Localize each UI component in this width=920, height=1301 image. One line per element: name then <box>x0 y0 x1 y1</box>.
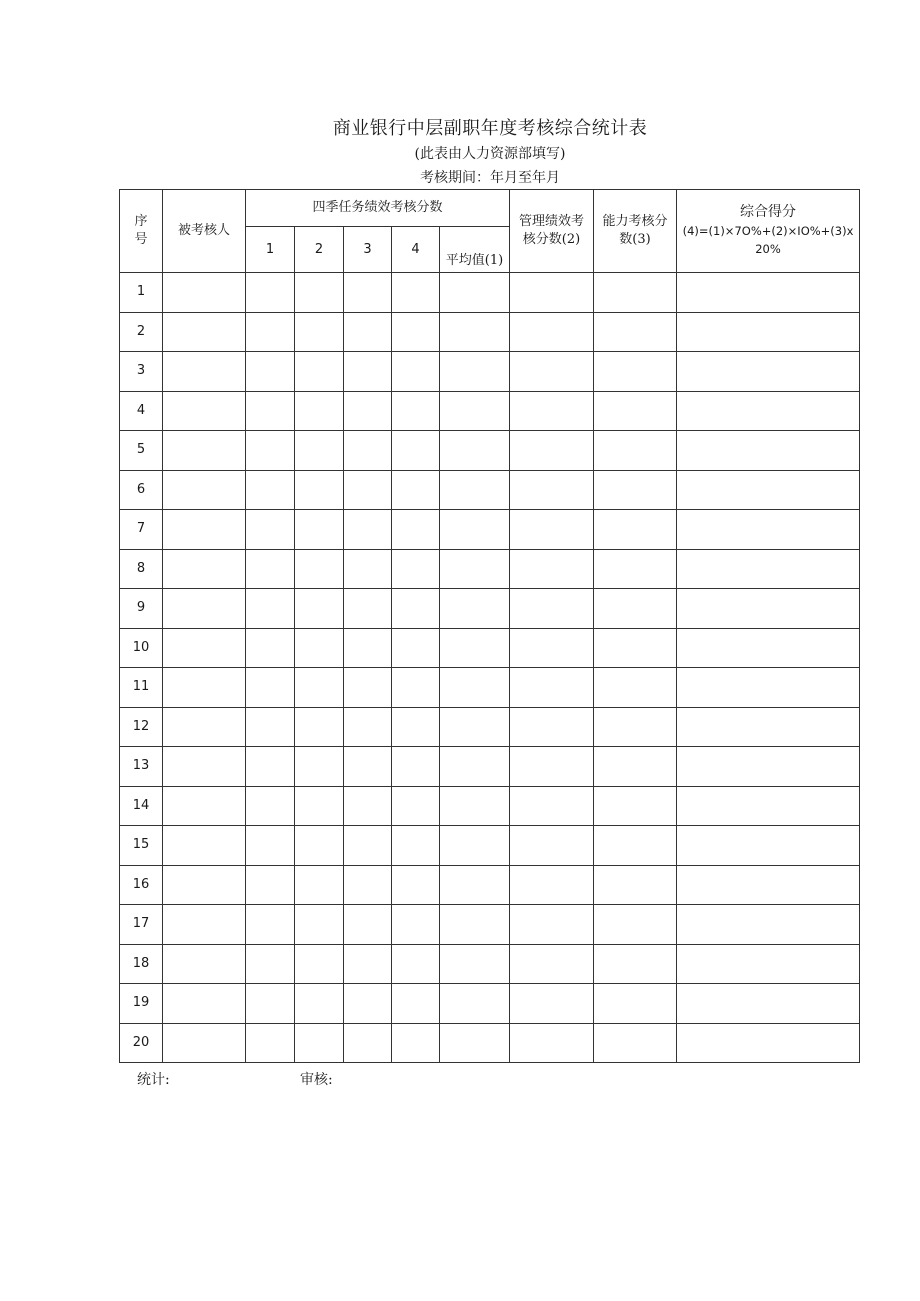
header-mgmt-line1: 管理绩效考 <box>518 214 584 229</box>
assessee-cell[interactable] <box>163 905 246 945</box>
ability-score-cell[interactable] <box>594 431 677 471</box>
average-cell[interactable] <box>440 944 510 984</box>
ability-score-cell[interactable] <box>594 549 677 589</box>
ability-score-cell[interactable] <box>594 747 677 787</box>
header-q3: 3 <box>344 227 392 273</box>
average-cell[interactable] <box>440 984 510 1024</box>
ability-score-cell[interactable] <box>594 1023 677 1063</box>
row-number: 4 <box>120 391 163 431</box>
q4-cell[interactable] <box>392 747 440 787</box>
row-number: 20 <box>120 1023 163 1063</box>
ability-score-cell[interactable] <box>594 944 677 984</box>
assessee-cell[interactable] <box>163 549 246 589</box>
assessee-cell[interactable] <box>163 707 246 747</box>
q1-cell[interactable] <box>246 826 295 866</box>
composite-score-cell[interactable] <box>677 549 860 589</box>
ability-score-cell[interactable] <box>594 510 677 550</box>
q1-cell[interactable] <box>246 549 295 589</box>
q4-cell[interactable] <box>392 589 440 629</box>
ability-score-cell[interactable] <box>594 273 677 313</box>
table-row <box>120 944 860 984</box>
mgmt-score-cell[interactable] <box>510 786 594 826</box>
header-score-formula: (4)=(1)×7O%+(2)×IO%+(3)x 20% <box>682 224 854 256</box>
q4-cell[interactable] <box>392 628 440 668</box>
q3-cell[interactable] <box>344 273 392 313</box>
table-row <box>120 628 860 668</box>
composite-score-cell[interactable] <box>677 589 860 629</box>
review-label: 审核: <box>300 1072 333 1088</box>
header-q2: 2 <box>295 227 344 273</box>
q1-cell[interactable] <box>246 905 295 945</box>
row-number: 10 <box>120 628 163 668</box>
average-cell[interactable] <box>440 628 510 668</box>
row-number: 17 <box>120 905 163 945</box>
row-number: 2 <box>120 312 163 352</box>
header-assessee: 被考核人 <box>163 190 246 273</box>
q2-cell[interactable] <box>295 431 344 471</box>
header-ability-line1: 能力考核分 <box>602 214 668 229</box>
composite-score-cell[interactable] <box>677 786 860 826</box>
header-quarterly: 四季任务绩效考核分数 <box>246 190 510 227</box>
q2-cell[interactable] <box>295 312 344 352</box>
table-row <box>120 312 860 352</box>
q4-cell[interactable] <box>392 786 440 826</box>
composite-score-cell[interactable] <box>677 510 860 550</box>
mgmt-score-cell[interactable] <box>510 312 594 352</box>
assessee-cell[interactable] <box>163 984 246 1024</box>
row-number: 19 <box>120 984 163 1024</box>
table-row <box>120 549 860 589</box>
average-cell[interactable] <box>440 431 510 471</box>
q3-cell[interactable] <box>344 589 392 629</box>
row-number: 14 <box>120 786 163 826</box>
table-row <box>120 668 860 708</box>
assessee-cell[interactable] <box>163 1023 246 1063</box>
assessee-cell[interactable] <box>163 431 246 471</box>
q1-cell[interactable] <box>246 1023 295 1063</box>
composite-score-cell[interactable] <box>677 668 860 708</box>
q1-cell[interactable] <box>246 944 295 984</box>
row-number: 18 <box>120 944 163 984</box>
mgmt-score-cell[interactable] <box>510 984 594 1024</box>
q1-cell[interactable] <box>246 707 295 747</box>
table-row <box>120 352 860 392</box>
q4-cell[interactable] <box>392 312 440 352</box>
q3-cell[interactable] <box>344 668 392 708</box>
table-row <box>120 589 860 629</box>
ability-score-cell[interactable] <box>594 470 677 510</box>
statistics-table <box>119 189 860 1063</box>
q1-cell[interactable] <box>246 589 295 629</box>
q3-cell[interactable] <box>344 628 392 668</box>
q1-cell[interactable] <box>246 391 295 431</box>
row-number: 16 <box>120 865 163 905</box>
average-cell[interactable] <box>440 510 510 550</box>
q2-cell[interactable] <box>295 549 344 589</box>
q3-cell[interactable] <box>344 431 392 471</box>
mgmt-score-cell[interactable] <box>510 352 594 392</box>
q3-cell[interactable] <box>344 747 392 787</box>
mgmt-score-cell[interactable] <box>510 668 594 708</box>
average-cell[interactable] <box>440 391 510 431</box>
ability-score-cell[interactable] <box>594 589 677 629</box>
q2-cell[interactable] <box>295 391 344 431</box>
q1-cell[interactable] <box>246 510 295 550</box>
q2-cell[interactable] <box>295 944 344 984</box>
q2-cell[interactable] <box>295 984 344 1024</box>
composite-score-cell[interactable] <box>677 391 860 431</box>
q3-cell[interactable] <box>344 707 392 747</box>
mgmt-score-cell[interactable] <box>510 549 594 589</box>
ability-score-cell[interactable] <box>594 984 677 1024</box>
row-number: 11 <box>120 668 163 708</box>
q2-cell[interactable] <box>295 826 344 866</box>
assessee-cell[interactable] <box>163 786 246 826</box>
ability-score-cell[interactable] <box>594 786 677 826</box>
q4-cell[interactable] <box>392 431 440 471</box>
table-row <box>120 865 860 905</box>
row-number: 9 <box>120 589 163 629</box>
header-seq-line2: 号 <box>134 232 148 247</box>
header-ability-line2: 数(3) <box>619 232 651 247</box>
composite-score-cell[interactable] <box>677 431 860 471</box>
q3-cell[interactable] <box>344 510 392 550</box>
q2-cell[interactable] <box>295 707 344 747</box>
header-mgmt-line2: 核分数(2) <box>522 232 581 247</box>
mgmt-score-cell[interactable] <box>510 944 594 984</box>
row-number: 13 <box>120 747 163 787</box>
table-row <box>120 470 860 510</box>
average-cell[interactable] <box>440 786 510 826</box>
table-body <box>120 273 860 1063</box>
q4-cell[interactable] <box>392 905 440 945</box>
ability-score-cell[interactable] <box>594 865 677 905</box>
ability-score-cell[interactable] <box>594 352 677 392</box>
header-average: 平均值(1) <box>440 227 510 273</box>
ability-score-cell[interactable] <box>594 707 677 747</box>
q1-cell[interactable] <box>246 431 295 471</box>
page-title: 商业银行中层副职年度考核综合统计表 <box>332 118 648 139</box>
assessee-cell[interactable] <box>163 391 246 431</box>
mgmt-score-cell[interactable] <box>510 431 594 471</box>
q2-cell[interactable] <box>295 786 344 826</box>
q3-cell[interactable] <box>344 1023 392 1063</box>
q1-cell[interactable] <box>246 668 295 708</box>
assessee-cell[interactable] <box>163 273 246 313</box>
average-cell[interactable] <box>440 589 510 629</box>
row-number: 8 <box>120 549 163 589</box>
q1-cell[interactable] <box>246 352 295 392</box>
q3-cell[interactable] <box>344 470 392 510</box>
q4-cell[interactable] <box>392 549 440 589</box>
q2-cell[interactable] <box>295 865 344 905</box>
composite-score-cell[interactable] <box>677 352 860 392</box>
q1-cell[interactable] <box>246 984 295 1024</box>
q1-cell[interactable] <box>246 628 295 668</box>
average-cell[interactable] <box>440 1023 510 1063</box>
q1-cell[interactable] <box>246 312 295 352</box>
average-cell[interactable] <box>440 826 510 866</box>
q4-cell[interactable] <box>392 944 440 984</box>
ability-score-cell[interactable] <box>594 628 677 668</box>
table-row <box>120 826 860 866</box>
table-row <box>120 984 860 1024</box>
row-number: 6 <box>120 470 163 510</box>
mgmt-score-cell[interactable] <box>510 510 594 550</box>
assessee-cell[interactable] <box>163 865 246 905</box>
composite-score-cell[interactable] <box>677 628 860 668</box>
mgmt-score-cell[interactable] <box>510 826 594 866</box>
composite-score-cell[interactable] <box>677 273 860 313</box>
q3-cell[interactable] <box>344 944 392 984</box>
q4-cell[interactable] <box>392 470 440 510</box>
q1-cell[interactable] <box>246 786 295 826</box>
mgmt-score-cell[interactable] <box>510 747 594 787</box>
table-row <box>120 905 860 945</box>
q4-cell[interactable] <box>392 668 440 708</box>
mgmt-score-cell[interactable] <box>510 1023 594 1063</box>
average-cell[interactable] <box>440 312 510 352</box>
table-row <box>120 510 860 550</box>
q3-cell[interactable] <box>344 391 392 431</box>
header-score-title: 综合得分 <box>740 204 796 220</box>
ability-score-cell[interactable] <box>594 312 677 352</box>
mgmt-score-cell[interactable] <box>510 273 594 313</box>
composite-score-cell[interactable] <box>677 826 860 866</box>
table-row <box>120 431 860 471</box>
average-cell[interactable] <box>440 747 510 787</box>
table-row <box>120 747 860 787</box>
composite-score-cell[interactable] <box>677 905 860 945</box>
row-number: 3 <box>120 352 163 392</box>
q4-cell[interactable] <box>392 273 440 313</box>
q3-cell[interactable] <box>344 826 392 866</box>
average-cell[interactable] <box>440 668 510 708</box>
q2-cell[interactable] <box>295 905 344 945</box>
assessee-cell[interactable] <box>163 628 246 668</box>
row-number: 7 <box>120 510 163 550</box>
ability-score-cell[interactable] <box>594 826 677 866</box>
q3-cell[interactable] <box>344 352 392 392</box>
assessee-cell[interactable] <box>163 589 246 629</box>
average-cell[interactable] <box>440 470 510 510</box>
average-cell[interactable] <box>440 905 510 945</box>
assessee-cell[interactable] <box>163 312 246 352</box>
header-composite-score <box>677 190 860 273</box>
row-number: 15 <box>120 826 163 866</box>
composite-score-cell[interactable] <box>677 707 860 747</box>
q4-cell[interactable] <box>392 865 440 905</box>
average-cell[interactable] <box>440 273 510 313</box>
q2-cell[interactable] <box>295 1023 344 1063</box>
q1-cell[interactable] <box>246 865 295 905</box>
q4-cell[interactable] <box>392 826 440 866</box>
q4-cell[interactable] <box>392 984 440 1024</box>
assessee-cell[interactable] <box>163 826 246 866</box>
q2-cell[interactable] <box>295 628 344 668</box>
assessee-cell[interactable] <box>163 352 246 392</box>
row-number: 12 <box>120 707 163 747</box>
row-number: 5 <box>120 431 163 471</box>
header-mgmt-score <box>510 190 594 273</box>
q4-cell[interactable] <box>392 510 440 550</box>
header-row-1 <box>120 190 860 227</box>
composite-score-cell[interactable] <box>677 1023 860 1063</box>
assessee-cell[interactable] <box>163 747 246 787</box>
ability-score-cell[interactable] <box>594 905 677 945</box>
header-q1: 1 <box>246 227 295 273</box>
header-seq-line1: 序 <box>134 214 148 229</box>
q3-cell[interactable] <box>344 786 392 826</box>
ability-score-cell[interactable] <box>594 668 677 708</box>
q4-cell[interactable] <box>392 1023 440 1063</box>
assessee-cell[interactable] <box>163 668 246 708</box>
average-cell[interactable] <box>440 352 510 392</box>
q2-cell[interactable] <box>295 273 344 313</box>
composite-score-cell[interactable] <box>677 312 860 352</box>
q2-cell[interactable] <box>295 589 344 629</box>
q4-cell[interactable] <box>392 352 440 392</box>
ability-score-cell[interactable] <box>594 391 677 431</box>
composite-score-cell[interactable] <box>677 747 860 787</box>
mgmt-score-cell[interactable] <box>510 391 594 431</box>
table-row <box>120 1023 860 1063</box>
assessment-period: 考核期间：年月至年月 <box>420 170 560 186</box>
q2-cell[interactable] <box>295 470 344 510</box>
q2-cell[interactable] <box>295 747 344 787</box>
q2-cell[interactable] <box>295 668 344 708</box>
q3-cell[interactable] <box>344 865 392 905</box>
mgmt-score-cell[interactable] <box>510 707 594 747</box>
assessee-cell[interactable] <box>163 944 246 984</box>
average-cell[interactable] <box>440 707 510 747</box>
average-cell[interactable] <box>440 549 510 589</box>
composite-score-cell[interactable] <box>677 470 860 510</box>
row-number: 1 <box>120 273 163 313</box>
composite-score-cell[interactable] <box>677 865 860 905</box>
page-subtitle: (此表由人力资源部填写) <box>414 146 566 162</box>
q3-cell[interactable] <box>344 984 392 1024</box>
composite-score-cell[interactable] <box>677 944 860 984</box>
q4-cell[interactable] <box>392 707 440 747</box>
header-q4: 4 <box>392 227 440 273</box>
assessee-cell[interactable] <box>163 470 246 510</box>
q1-cell[interactable] <box>246 273 295 313</box>
mgmt-score-cell[interactable] <box>510 865 594 905</box>
composite-score-cell[interactable] <box>677 984 860 1024</box>
mgmt-score-cell[interactable] <box>510 628 594 668</box>
q4-cell[interactable] <box>392 391 440 431</box>
table-row <box>120 273 860 313</box>
q2-cell[interactable] <box>295 352 344 392</box>
q1-cell[interactable] <box>246 470 295 510</box>
stats-label: 统计: <box>137 1072 170 1088</box>
q3-cell[interactable] <box>344 905 392 945</box>
table-row <box>120 786 860 826</box>
q2-cell[interactable] <box>295 510 344 550</box>
table-row <box>120 707 860 747</box>
assessee-cell[interactable] <box>163 510 246 550</box>
q3-cell[interactable] <box>344 549 392 589</box>
header-ability-score <box>594 190 677 273</box>
q3-cell[interactable] <box>344 312 392 352</box>
average-cell[interactable] <box>440 865 510 905</box>
header-seq <box>120 190 163 273</box>
table-row <box>120 391 860 431</box>
q1-cell[interactable] <box>246 747 295 787</box>
mgmt-score-cell[interactable] <box>510 470 594 510</box>
mgmt-score-cell[interactable] <box>510 589 594 629</box>
mgmt-score-cell[interactable] <box>510 905 594 945</box>
